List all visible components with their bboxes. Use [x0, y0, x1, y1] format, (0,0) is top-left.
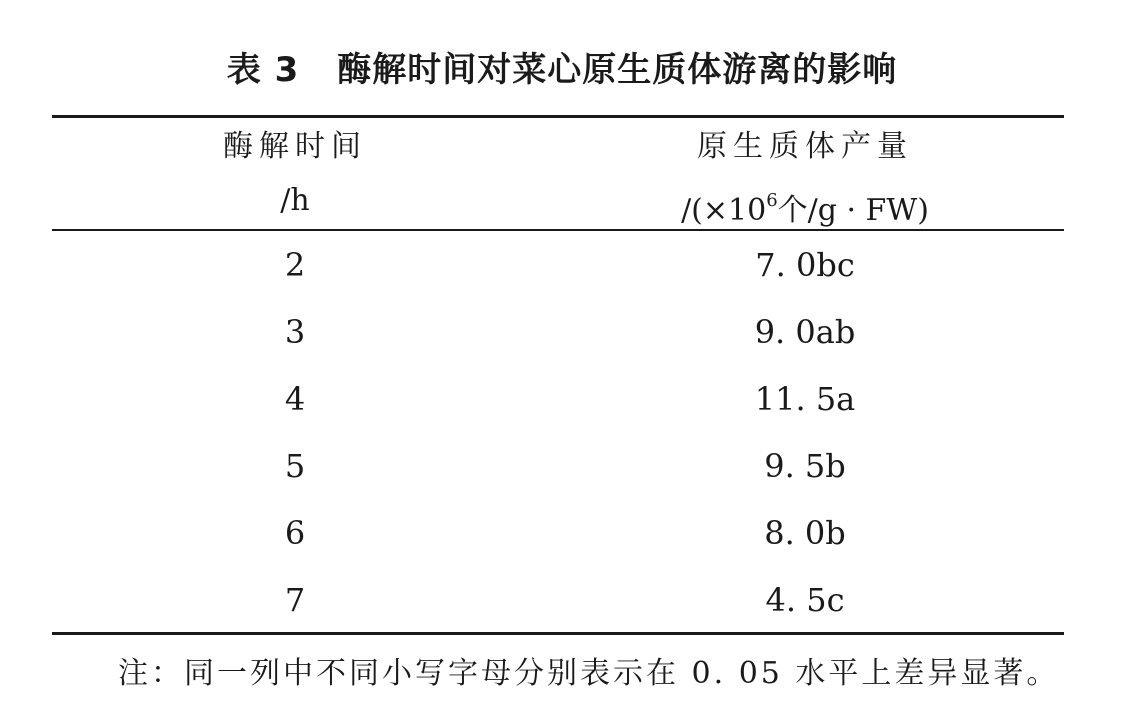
yield-cell: 4. 5c: [765, 581, 845, 619]
yield-cell: 7. 0bc: [755, 246, 855, 284]
column-header-yield-label: 原生质体产量: [697, 129, 913, 164]
table-caption: [0, 42, 1124, 91]
yield-cell: 9. 0ab: [754, 313, 856, 351]
yield-cell: 9. 5b: [764, 447, 846, 485]
top-rule: [52, 115, 1064, 118]
table-row: [52, 232, 1064, 299]
column-header-protoplast-yield: [600, 120, 1010, 238]
table-row: [52, 500, 1064, 567]
column-header-enzymolysis-time: [150, 120, 440, 228]
time-cell: 4: [284, 380, 306, 418]
table-number: 表 3: [226, 50, 300, 90]
bottom-rule: [52, 632, 1064, 635]
table-row: [52, 366, 1064, 433]
time-cell: 2: [284, 246, 306, 284]
column-header-time-unit: /h: [280, 183, 310, 218]
yield-cell: 11. 5a: [754, 380, 856, 418]
table-title: 酶解时间对菜心原生质体游离的影响: [337, 50, 898, 90]
table-row: [52, 299, 1064, 366]
yield-cell: 8. 0b: [764, 514, 846, 552]
table-row: [52, 433, 1064, 500]
yield-unit-suffix: 个/g · FW): [777, 193, 929, 228]
time-cell: 7: [284, 581, 306, 619]
time-cell: 6: [284, 514, 306, 552]
yield-unit-prefix: /(×10: [681, 193, 767, 228]
time-cell: 3: [284, 313, 306, 351]
table-footnote: 注：同一列中不同小写字母分别表示在 0. 05 水平上差异显著。: [118, 656, 1060, 691]
table-row: [52, 567, 1064, 634]
time-cell: 5: [284, 447, 306, 485]
table-body: [52, 232, 1064, 634]
yield-unit-exponent: 6: [766, 190, 778, 211]
column-header-time-label: 酶解时间: [223, 129, 367, 164]
header-rule: [52, 229, 1064, 231]
